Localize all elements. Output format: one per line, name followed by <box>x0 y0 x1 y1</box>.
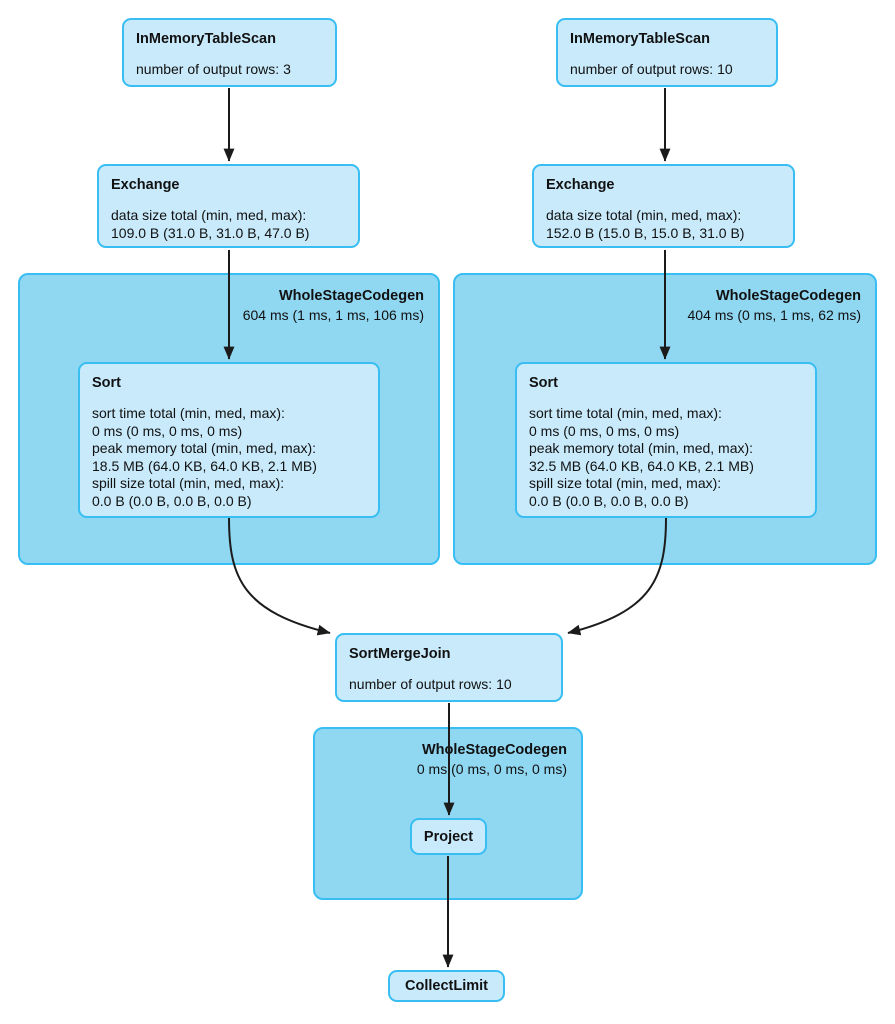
node-metric: 0.0 B (0.0 B, 0.0 B, 0.0 B) <box>529 492 689 509</box>
node-metric: number of output rows: 10 <box>570 61 733 77</box>
cluster-title: WholeStageCodegen <box>421 742 567 758</box>
cluster-duration: 0 ms (0 ms, 0 ms, 0 ms) <box>416 761 567 777</box>
node-metric: peak memory total (min, med, max): <box>92 440 317 456</box>
cluster-label <box>688 287 861 325</box>
node-metric: data size total (min, med, max): <box>546 207 742 223</box>
node-title: InMemoryTableScan <box>136 31 276 47</box>
node-sort-merge-join <box>335 633 563 702</box>
node-metric: peak memory total (min, med, max): <box>529 440 754 456</box>
node-metric: 152.0 B (15.0 B, 15.0 B, 31.0 B) <box>546 224 745 241</box>
node-metric: sort time total (min, med, max): <box>529 405 722 421</box>
node-sort-left <box>78 362 380 518</box>
node-project <box>410 818 487 855</box>
cluster-duration: 604 ms (1 ms, 1 ms, 106 ms) <box>242 307 424 323</box>
node-title: Sort <box>92 375 121 391</box>
node-metric: sort time total (min, med, max): <box>92 405 285 421</box>
node-inmemory-table-scan-right <box>556 18 778 87</box>
cluster-duration: 404 ms (0 ms, 1 ms, 62 ms) <box>687 307 861 323</box>
node-metric: spill size total (min, med, max): <box>529 475 722 491</box>
cluster-label <box>417 741 567 779</box>
cluster-title: WholeStageCodegen <box>715 288 861 304</box>
node-title: Project <box>423 828 474 845</box>
node-title: Exchange <box>111 177 180 193</box>
node-exchange-left <box>97 164 360 248</box>
node-title: Sort <box>529 375 558 391</box>
node-metric: number of output rows: 10 <box>349 676 512 692</box>
node-metric: 109.0 B (31.0 B, 31.0 B, 47.0 B) <box>111 224 310 241</box>
node-exchange-right <box>532 164 795 248</box>
node-title: InMemoryTableScan <box>570 31 710 47</box>
node-title: Exchange <box>546 177 615 193</box>
node-metric: 32.5 MB (64.0 KB, 64.0 KB, 2.1 MB) <box>529 457 754 474</box>
node-metric: 0 ms (0 ms, 0 ms, 0 ms) <box>529 422 680 439</box>
cluster-wholestagecodegen-join <box>313 727 583 900</box>
node-metric: spill size total (min, med, max): <box>92 475 285 491</box>
node-metric: 0.0 B (0.0 B, 0.0 B, 0.0 B) <box>92 492 252 509</box>
node-title: SortMergeJoin <box>349 646 451 662</box>
node-metric: 0 ms (0 ms, 0 ms, 0 ms) <box>92 422 243 439</box>
cluster-title: WholeStageCodegen <box>278 288 424 304</box>
node-metric: 18.5 MB (64.0 KB, 64.0 KB, 2.1 MB) <box>92 457 317 474</box>
node-collect-limit <box>388 970 505 1002</box>
node-metric: number of output rows: 3 <box>136 61 291 77</box>
node-title: CollectLimit <box>405 978 488 994</box>
node-metric: data size total (min, med, max): <box>111 207 307 223</box>
node-inmemory-table-scan-left <box>122 18 337 87</box>
node-sort-right <box>515 362 817 518</box>
cluster-label <box>243 287 424 325</box>
